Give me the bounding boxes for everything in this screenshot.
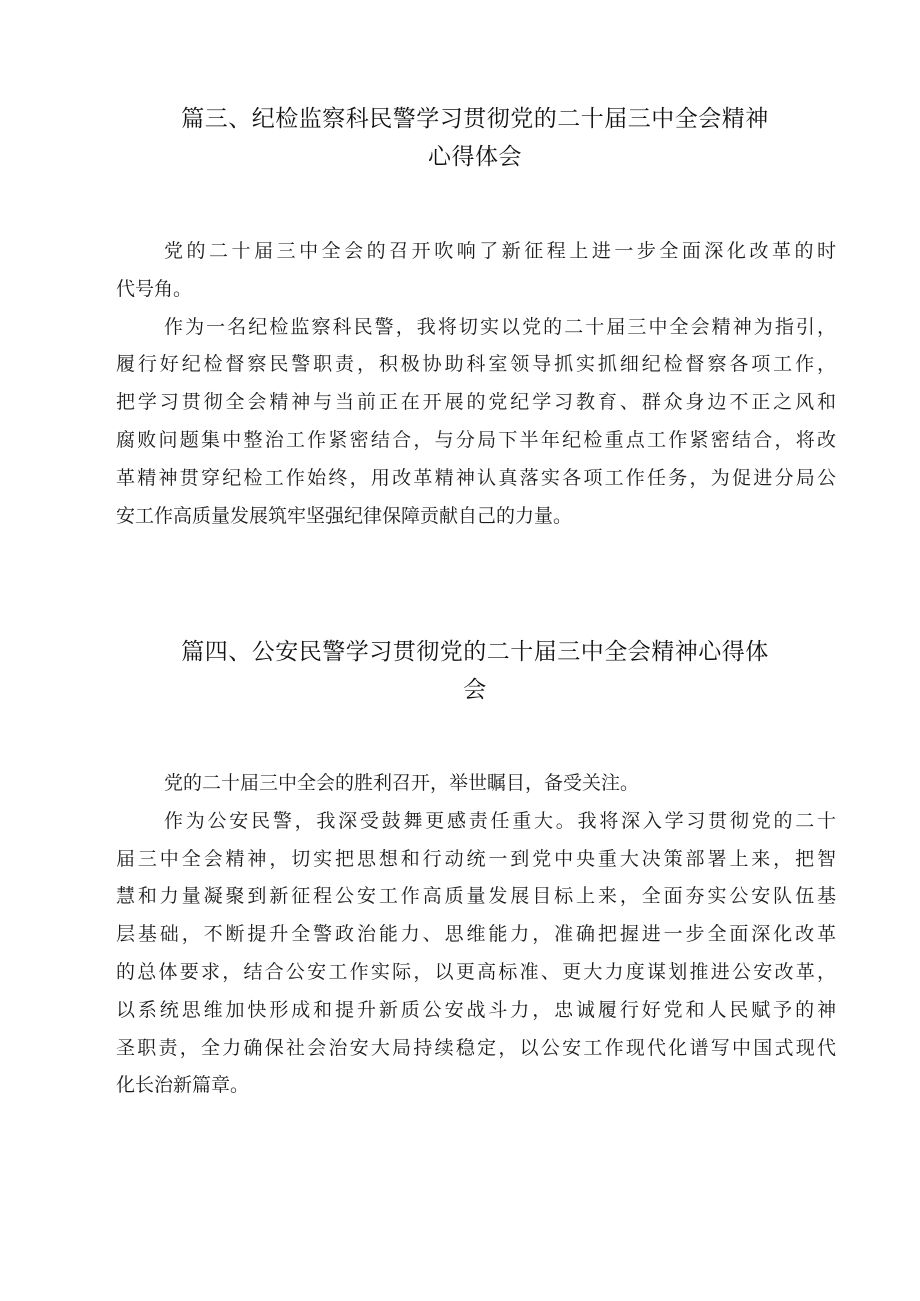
section-3-body — [116, 233, 836, 535]
paragraph-line: 党的二十届三中全会的胜利召开，举世瞩目，备受关注。 — [164, 772, 640, 794]
section-3-title-line-2: 心得体会 — [428, 144, 522, 170]
section-4-body — [116, 765, 836, 1105]
paragraph-line: 作为公安民警，我深受鼓舞更感责任重大。我将深入学习贯彻党的二十 — [164, 809, 836, 832]
paragraph-line: 代号角。 — [116, 277, 193, 300]
paragraph-line: 化长治新篇章。 — [116, 1074, 250, 1097]
paragraph-line: 圣职责，全力确保社会治安大局持续稳定，以公安工作现代化谱写中国式现代 — [116, 1036, 836, 1059]
paragraph-line: 革精神贯穿纪检工作始终，用改革精神认真落实各项工作任务，为促进分局公 — [116, 466, 836, 489]
paragraph-line: 履行好纪检督察民警职责，积极协助科室领导抓实抓细纪检督察各项工作， — [116, 353, 836, 376]
paragraph-line: 作为一名纪检监察科民警，我将切实以党的二十届三中全会精神为指引， — [164, 315, 836, 338]
paragraph-line: 腐败问题集中整治工作紧密结合，与分局下半年纪检重点工作紧密结合，将改 — [116, 428, 836, 451]
paragraph-line: 安工作高质量发展筑牢坚强纪律保障贡献自己的力量。 — [116, 504, 573, 527]
paragraph-line: 慧和力量凝聚到新征程公安工作高质量发展目标上来，全面夯实公安队伍基 — [116, 885, 836, 908]
paragraph-line: 以系统思维加快形成和提升新质公安战斗力，忠诚履行好党和人民赋予的神 — [116, 998, 836, 1021]
section-3-paragraph-1 — [116, 233, 836, 309]
section-3-title — [90, 100, 860, 176]
section-3-title-line-1: 篇三、纪检监察科民警学习贯彻党的二十届三中全会精神 — [181, 106, 769, 132]
paragraph-line: 党的二十届三中全会的召开吹响了新征程上进一步全面深化改革的时 — [164, 240, 836, 262]
section-4-title — [90, 633, 860, 709]
paragraph-line: 的总体要求，结合公安工作实际，以更高标准、更大力度谋划推进公安改革， — [116, 960, 836, 983]
paragraph-line: 层基础，不断提升全警政治能力、思维能力，准确把握进一步全面深化改革 — [116, 923, 836, 946]
paragraph-line: 把学习贯彻全会精神与当前正在开展的党纪学习教育、群众身边不正之风和 — [116, 391, 836, 414]
section-4-title-line-2: 会 — [463, 677, 487, 703]
section-3-paragraph-2 — [116, 309, 836, 536]
section-4-title-line-1: 篇四、公安民警学习贯彻党的二十届三中全会精神心得体 — [181, 639, 769, 665]
section-4-paragraph-1 — [116, 765, 836, 803]
section-4-paragraph-2 — [116, 803, 836, 1105]
paragraph-line: 届三中全会精神，切实把思想和行动统一到党中央重大决策部署上来，把智 — [116, 847, 836, 870]
